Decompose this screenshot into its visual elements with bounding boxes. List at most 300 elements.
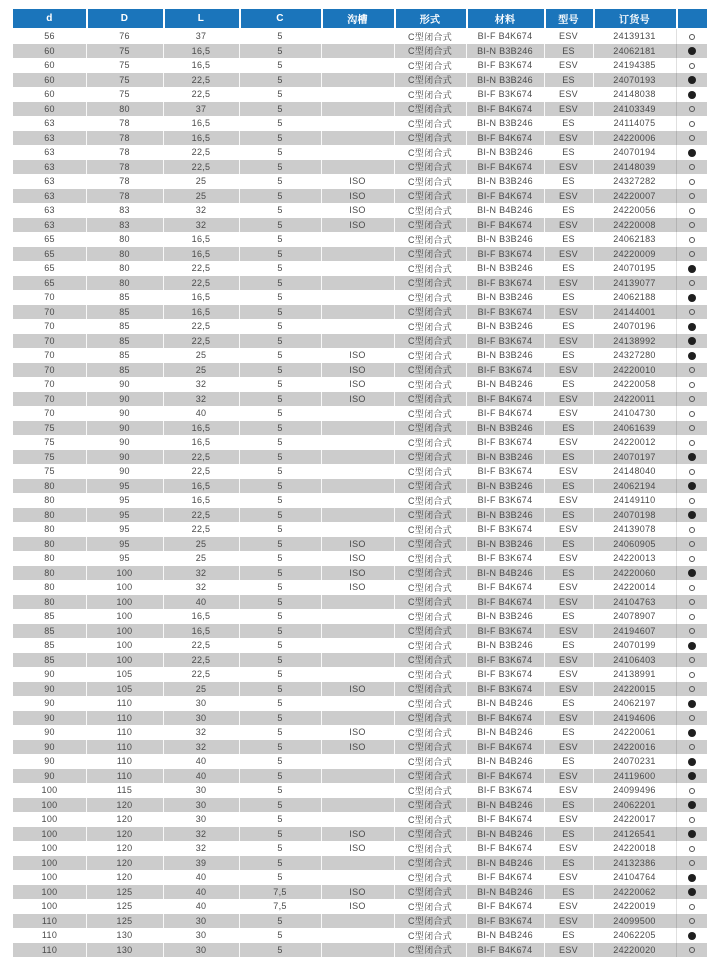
cell-C: 5 xyxy=(239,711,321,726)
cell-form: C型闭合式 xyxy=(394,522,466,537)
cell-groove xyxy=(321,870,394,885)
availability-filled-icon xyxy=(688,76,696,84)
cell-L: 16,5 xyxy=(163,624,239,639)
cell-L: 22,5 xyxy=(163,319,239,334)
table-row xyxy=(13,421,707,436)
cell-model: ESV xyxy=(544,276,593,291)
cell-d: 90 xyxy=(13,754,86,769)
cell-d: 90 xyxy=(13,740,86,755)
cell-groove: ISO xyxy=(321,392,394,407)
cell-availability xyxy=(676,261,707,276)
cell-order-number: 24061639 xyxy=(593,421,676,436)
cell-form: C型闭合式 xyxy=(394,377,466,392)
cell-groove xyxy=(321,653,394,668)
table-row xyxy=(13,783,707,798)
cell-availability xyxy=(676,754,707,769)
cell-form: C型闭合式 xyxy=(394,450,466,465)
cell-groove xyxy=(321,522,394,537)
cell-groove xyxy=(321,247,394,262)
availability-open-icon xyxy=(689,918,695,924)
cell-form: C型闭合式 xyxy=(394,102,466,117)
cell-groove xyxy=(321,856,394,871)
availability-filled-icon xyxy=(688,758,696,766)
cell-D: 85 xyxy=(86,319,163,334)
cell-availability xyxy=(676,145,707,160)
cell-availability xyxy=(676,667,707,682)
table-row xyxy=(13,885,707,900)
cell-groove xyxy=(321,943,394,958)
table-header xyxy=(13,9,707,29)
cell-L: 16,5 xyxy=(163,305,239,320)
cell-order-number: 24099496 xyxy=(593,783,676,798)
availability-open-icon xyxy=(689,556,695,562)
cell-C: 5 xyxy=(239,160,321,175)
cell-availability xyxy=(676,653,707,668)
cell-material: BI-F B3K674 xyxy=(466,435,544,450)
table-row xyxy=(13,624,707,639)
cell-order-number: 24220062 xyxy=(593,885,676,900)
cell-D: 75 xyxy=(86,87,163,102)
cell-L: 22,5 xyxy=(163,450,239,465)
table-row xyxy=(13,203,707,218)
cell-material: BI-N B4B246 xyxy=(466,856,544,871)
cell-L: 22,5 xyxy=(163,508,239,523)
cell-form: C型闭合式 xyxy=(394,725,466,740)
cell-d: 80 xyxy=(13,537,86,552)
cell-L: 32 xyxy=(163,827,239,842)
cell-availability xyxy=(676,798,707,813)
table-row xyxy=(13,44,707,59)
cell-order-number: 24070199 xyxy=(593,638,676,653)
cell-model: ES xyxy=(544,319,593,334)
cell-material: BI-F B4K674 xyxy=(466,392,544,407)
availability-open-icon xyxy=(689,628,695,634)
cell-order-number: 24062188 xyxy=(593,290,676,305)
cell-availability xyxy=(676,348,707,363)
cell-form: C型闭合式 xyxy=(394,798,466,813)
cell-material: BI-F B3K674 xyxy=(466,493,544,508)
cell-order-number: 24062201 xyxy=(593,798,676,813)
cell-groove: ISO xyxy=(321,189,394,204)
cell-groove xyxy=(321,595,394,610)
cell-d: 80 xyxy=(13,493,86,508)
availability-filled-icon xyxy=(688,511,696,519)
cell-form: C型闭合式 xyxy=(394,232,466,247)
cell-D: 125 xyxy=(86,885,163,900)
cell-order-number: 24220010 xyxy=(593,363,676,378)
availability-open-icon xyxy=(689,744,695,750)
cell-material: BI-F B3K674 xyxy=(466,276,544,291)
cell-model: ES xyxy=(544,885,593,900)
table-row xyxy=(13,696,707,711)
parts-catalog-table xyxy=(13,9,707,957)
cell-availability xyxy=(676,928,707,943)
cell-L: 32 xyxy=(163,377,239,392)
cell-form: C型闭合式 xyxy=(394,87,466,102)
availability-open-icon xyxy=(689,860,695,866)
table-row xyxy=(13,334,707,349)
cell-material: BI-F B4K674 xyxy=(466,841,544,856)
table-row xyxy=(13,392,707,407)
cell-order-number: 24327280 xyxy=(593,348,676,363)
cell-model: ES xyxy=(544,566,593,581)
table-row xyxy=(13,653,707,668)
cell-L: 16,5 xyxy=(163,290,239,305)
table-row xyxy=(13,261,707,276)
cell-L: 22,5 xyxy=(163,261,239,276)
cell-d: 100 xyxy=(13,783,86,798)
availability-open-icon xyxy=(689,541,695,547)
cell-d: 60 xyxy=(13,102,86,117)
cell-availability xyxy=(676,537,707,552)
cell-order-number: 24070198 xyxy=(593,508,676,523)
cell-form: C型闭合式 xyxy=(394,580,466,595)
cell-D: 83 xyxy=(86,203,163,218)
availability-open-icon xyxy=(689,280,695,286)
cell-groove: ISO xyxy=(321,566,394,581)
availability-filled-icon xyxy=(688,700,696,708)
header-D: D xyxy=(86,9,163,29)
cell-d: 70 xyxy=(13,319,86,334)
cell-availability xyxy=(676,421,707,436)
cell-model: ESV xyxy=(544,334,593,349)
cell-d: 65 xyxy=(13,232,86,247)
cell-C: 5 xyxy=(239,261,321,276)
availability-filled-icon xyxy=(688,294,696,302)
availability-open-icon xyxy=(689,817,695,823)
cell-D: 90 xyxy=(86,435,163,450)
cell-availability xyxy=(676,218,707,233)
header-order-number: 订货号 xyxy=(593,9,676,29)
cell-D: 90 xyxy=(86,406,163,421)
cell-order-number: 24104763 xyxy=(593,595,676,610)
cell-model: ES xyxy=(544,609,593,624)
cell-d: 90 xyxy=(13,667,86,682)
table-row xyxy=(13,711,707,726)
cell-availability xyxy=(676,479,707,494)
cell-form: C型闭合式 xyxy=(394,667,466,682)
cell-groove: ISO xyxy=(321,551,394,566)
cell-model: ESV xyxy=(544,29,593,44)
cell-model: ESV xyxy=(544,493,593,508)
cell-L: 30 xyxy=(163,812,239,827)
cell-availability xyxy=(676,682,707,697)
cell-C: 5 xyxy=(239,319,321,334)
cell-form: C型闭合式 xyxy=(394,566,466,581)
cell-d: 75 xyxy=(13,450,86,465)
cell-model: ESV xyxy=(544,305,593,320)
cell-C: 5 xyxy=(239,464,321,479)
cell-order-number: 24220008 xyxy=(593,218,676,233)
cell-C: 5 xyxy=(239,392,321,407)
table-row xyxy=(13,754,707,769)
cell-availability xyxy=(676,102,707,117)
cell-L: 16,5 xyxy=(163,421,239,436)
cell-d: 100 xyxy=(13,812,86,827)
cell-form: C型闭合式 xyxy=(394,392,466,407)
cell-L: 32 xyxy=(163,841,239,856)
cell-groove xyxy=(321,479,394,494)
cell-D: 78 xyxy=(86,189,163,204)
cell-C: 5 xyxy=(239,827,321,842)
cell-D: 85 xyxy=(86,363,163,378)
cell-groove: ISO xyxy=(321,725,394,740)
cell-L: 30 xyxy=(163,696,239,711)
table-row xyxy=(13,841,707,856)
availability-filled-icon xyxy=(688,352,696,360)
cell-C: 5 xyxy=(239,696,321,711)
cell-L: 25 xyxy=(163,174,239,189)
table-row xyxy=(13,740,707,755)
cell-C: 5 xyxy=(239,595,321,610)
cell-order-number: 24062205 xyxy=(593,928,676,943)
cell-order-number: 24220014 xyxy=(593,580,676,595)
cell-d: 85 xyxy=(13,638,86,653)
cell-D: 80 xyxy=(86,232,163,247)
cell-D: 78 xyxy=(86,174,163,189)
availability-filled-icon xyxy=(688,482,696,490)
cell-groove: ISO xyxy=(321,899,394,914)
cell-groove xyxy=(321,464,394,479)
cell-D: 95 xyxy=(86,537,163,552)
cell-form: C型闭合式 xyxy=(394,827,466,842)
cell-material: BI-N B4B246 xyxy=(466,203,544,218)
cell-form: C型闭合式 xyxy=(394,290,466,305)
cell-material: BI-F B4K674 xyxy=(466,131,544,146)
cell-d: 110 xyxy=(13,914,86,929)
cell-groove xyxy=(321,754,394,769)
header-material: 材料 xyxy=(466,9,544,29)
availability-filled-icon xyxy=(688,149,696,157)
cell-order-number: 24327282 xyxy=(593,174,676,189)
availability-filled-icon xyxy=(688,337,696,345)
availability-open-icon xyxy=(689,63,695,69)
cell-order-number: 24148038 xyxy=(593,87,676,102)
cell-L: 16,5 xyxy=(163,58,239,73)
cell-D: 125 xyxy=(86,899,163,914)
cell-model: ESV xyxy=(544,392,593,407)
cell-groove: ISO xyxy=(321,174,394,189)
cell-order-number: 24062181 xyxy=(593,44,676,59)
cell-groove: ISO xyxy=(321,740,394,755)
cell-model: ESV xyxy=(544,653,593,668)
table-row xyxy=(13,856,707,871)
cell-form: C型闭合式 xyxy=(394,812,466,827)
cell-form: C型闭合式 xyxy=(394,711,466,726)
availability-filled-icon xyxy=(688,47,696,55)
cell-availability xyxy=(676,174,707,189)
cell-form: C型闭合式 xyxy=(394,943,466,958)
cell-order-number: 24138992 xyxy=(593,334,676,349)
table-row xyxy=(13,87,707,102)
header-model: 型号 xyxy=(544,9,593,29)
cell-form: C型闭合式 xyxy=(394,319,466,334)
cell-form: C型闭合式 xyxy=(394,769,466,784)
cell-groove: ISO xyxy=(321,580,394,595)
cell-form: C型闭合式 xyxy=(394,638,466,653)
cell-form: C型闭合式 xyxy=(394,740,466,755)
cell-groove xyxy=(321,44,394,59)
availability-open-icon xyxy=(689,715,695,721)
cell-D: 125 xyxy=(86,914,163,929)
cell-order-number: 24114075 xyxy=(593,116,676,131)
cell-model: ES xyxy=(544,928,593,943)
cell-availability xyxy=(676,363,707,378)
cell-material: BI-N B3B246 xyxy=(466,174,544,189)
table-row xyxy=(13,247,707,262)
cell-order-number: 24139078 xyxy=(593,522,676,537)
cell-material: BI-N B3B246 xyxy=(466,145,544,160)
cell-L: 30 xyxy=(163,798,239,813)
availability-open-icon xyxy=(689,672,695,678)
cell-C: 5 xyxy=(239,348,321,363)
cell-order-number: 24062194 xyxy=(593,479,676,494)
cell-model: ESV xyxy=(544,769,593,784)
table-row xyxy=(13,305,707,320)
cell-form: C型闭合式 xyxy=(394,29,466,44)
cell-L: 22,5 xyxy=(163,145,239,160)
cell-availability xyxy=(676,290,707,305)
cell-availability xyxy=(676,624,707,639)
table-row xyxy=(13,580,707,595)
cell-material: BI-N B3B246 xyxy=(466,348,544,363)
cell-d: 80 xyxy=(13,508,86,523)
cell-groove: ISO xyxy=(321,885,394,900)
cell-D: 110 xyxy=(86,740,163,755)
cell-availability xyxy=(676,189,707,204)
cell-D: 90 xyxy=(86,450,163,465)
cell-L: 22,5 xyxy=(163,160,239,175)
cell-form: C型闭合式 xyxy=(394,783,466,798)
cell-C: 5 xyxy=(239,479,321,494)
cell-material: BI-F B4K674 xyxy=(466,29,544,44)
cell-D: 78 xyxy=(86,160,163,175)
cell-groove xyxy=(321,450,394,465)
cell-d: 60 xyxy=(13,44,86,59)
cell-order-number: 24139131 xyxy=(593,29,676,44)
cell-availability xyxy=(676,566,707,581)
cell-d: 56 xyxy=(13,29,86,44)
table-row xyxy=(13,682,707,697)
cell-availability xyxy=(676,435,707,450)
cell-d: 110 xyxy=(13,943,86,958)
cell-D: 120 xyxy=(86,870,163,885)
cell-C: 5 xyxy=(239,493,321,508)
cell-d: 90 xyxy=(13,725,86,740)
cell-order-number: 24220056 xyxy=(593,203,676,218)
cell-C: 5 xyxy=(239,73,321,88)
table-row xyxy=(13,435,707,450)
availability-filled-icon xyxy=(688,801,696,809)
cell-L: 40 xyxy=(163,885,239,900)
cell-C: 5 xyxy=(239,566,321,581)
cell-L: 25 xyxy=(163,537,239,552)
table-row xyxy=(13,218,707,233)
cell-form: C型闭合式 xyxy=(394,247,466,262)
cell-model: ESV xyxy=(544,58,593,73)
cell-C: 5 xyxy=(239,131,321,146)
cell-material: BI-F B3K674 xyxy=(466,464,544,479)
availability-open-icon xyxy=(689,947,695,953)
cell-order-number: 24144001 xyxy=(593,305,676,320)
cell-D: 100 xyxy=(86,653,163,668)
cell-form: C型闭合式 xyxy=(394,551,466,566)
cell-C: 5 xyxy=(239,841,321,856)
cell-availability xyxy=(676,856,707,871)
availability-filled-icon xyxy=(688,642,696,650)
cell-d: 100 xyxy=(13,841,86,856)
cell-C: 5 xyxy=(239,145,321,160)
cell-order-number: 24220011 xyxy=(593,392,676,407)
cell-L: 25 xyxy=(163,348,239,363)
table-row xyxy=(13,189,707,204)
cell-availability xyxy=(676,203,707,218)
table-row xyxy=(13,160,707,175)
cell-form: C型闭合式 xyxy=(394,174,466,189)
cell-form: C型闭合式 xyxy=(394,899,466,914)
cell-d: 63 xyxy=(13,145,86,160)
availability-filled-icon xyxy=(688,323,696,331)
cell-D: 85 xyxy=(86,305,163,320)
table-row xyxy=(13,290,707,305)
table-row xyxy=(13,145,707,160)
cell-L: 30 xyxy=(163,914,239,929)
cell-d: 70 xyxy=(13,290,86,305)
cell-material: BI-N B4B246 xyxy=(466,377,544,392)
availability-open-icon xyxy=(689,904,695,910)
cell-D: 75 xyxy=(86,44,163,59)
cell-order-number: 24149110 xyxy=(593,493,676,508)
cell-order-number: 24103349 xyxy=(593,102,676,117)
cell-order-number: 24070195 xyxy=(593,261,676,276)
cell-groove: ISO xyxy=(321,537,394,552)
table-row xyxy=(13,493,707,508)
availability-filled-icon xyxy=(688,453,696,461)
cell-D: 100 xyxy=(86,595,163,610)
table-row xyxy=(13,827,707,842)
cell-groove xyxy=(321,145,394,160)
cell-material: BI-N B3B246 xyxy=(466,116,544,131)
cell-C: 5 xyxy=(239,406,321,421)
cell-order-number: 24070197 xyxy=(593,450,676,465)
table-row xyxy=(13,508,707,523)
cell-form: C型闭合式 xyxy=(394,58,466,73)
cell-C: 5 xyxy=(239,29,321,44)
cell-model: ESV xyxy=(544,870,593,885)
cell-form: C型闭合式 xyxy=(394,653,466,668)
availability-open-icon xyxy=(689,237,695,243)
cell-groove xyxy=(321,406,394,421)
cell-material: BI-F B3K674 xyxy=(466,783,544,798)
cell-C: 5 xyxy=(239,290,321,305)
cell-model: ES xyxy=(544,508,593,523)
table-row xyxy=(13,450,707,465)
cell-D: 80 xyxy=(86,102,163,117)
cell-model: ESV xyxy=(544,247,593,262)
cell-d: 70 xyxy=(13,334,86,349)
cell-material: BI-F B3K674 xyxy=(466,522,544,537)
cell-model: ES xyxy=(544,377,593,392)
cell-model: ES xyxy=(544,754,593,769)
cell-form: C型闭合式 xyxy=(394,334,466,349)
cell-L: 32 xyxy=(163,203,239,218)
cell-groove xyxy=(321,421,394,436)
cell-D: 80 xyxy=(86,276,163,291)
cell-D: 90 xyxy=(86,377,163,392)
cell-C: 5 xyxy=(239,450,321,465)
cell-material: BI-N B4B246 xyxy=(466,928,544,943)
cell-D: 110 xyxy=(86,754,163,769)
